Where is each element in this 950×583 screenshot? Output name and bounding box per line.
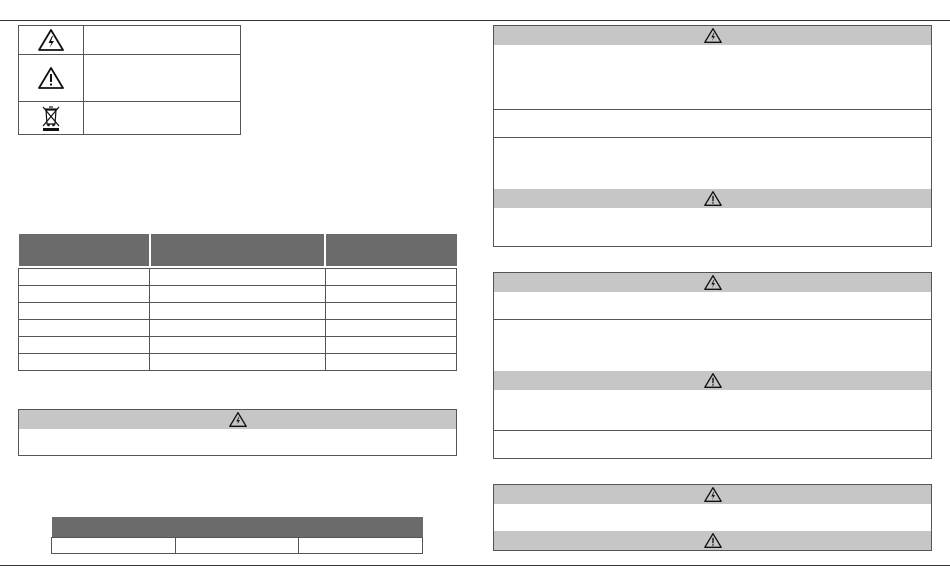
top-rule [0, 20, 950, 21]
warning-icon [704, 373, 722, 388]
warning-item [494, 137, 931, 189]
table-cell [325, 268, 456, 285]
table-cell [150, 353, 325, 370]
bottom-rule [0, 565, 950, 566]
table-header-cell [325, 234, 456, 266]
table-header-row [52, 517, 423, 538]
legend-row [19, 26, 241, 55]
symbol-legend-table [18, 25, 241, 135]
electric-hazard-icon [704, 28, 722, 43]
warning-item [494, 45, 931, 109]
legend-row [19, 102, 241, 135]
table-cell [325, 336, 456, 353]
electric-warning-header [494, 273, 931, 292]
weee-bin-icon [19, 104, 83, 132]
table-cell [150, 336, 325, 353]
table-row [19, 336, 457, 353]
warning-item [494, 208, 931, 246]
electric-warning-header [494, 26, 931, 45]
electric-hazard-icon [704, 487, 722, 502]
warning-header [19, 410, 456, 429]
table-header-cell [19, 234, 150, 266]
table-cell [325, 319, 456, 336]
table-row [19, 285, 457, 302]
summary-table [51, 517, 423, 554]
warning-item [494, 390, 931, 430]
table-row [19, 353, 457, 370]
legend-text-cell [84, 26, 241, 55]
table-cell [19, 319, 150, 336]
caution-warning-header [494, 531, 931, 550]
warning-icon [19, 67, 83, 89]
warning-icon [704, 533, 722, 548]
table-cell [19, 353, 150, 370]
table-cell [150, 268, 325, 285]
table-cell [325, 302, 456, 319]
table-cell [150, 302, 325, 319]
table-cell [19, 336, 150, 353]
warning-group [493, 484, 932, 551]
table-row [19, 319, 457, 336]
electric-warning-header [494, 485, 931, 504]
electric-warning-box [18, 409, 457, 456]
warning-item [494, 292, 931, 319]
caution-warning-header [494, 189, 931, 208]
table-cell [150, 319, 325, 336]
legend-symbol-cell [19, 55, 84, 102]
electric-hazard-icon [229, 412, 247, 427]
electric-hazard-icon [19, 29, 83, 51]
warning-item [494, 319, 931, 371]
warning-item [494, 109, 931, 137]
table-header-cell [52, 517, 423, 538]
table-cell [325, 353, 456, 370]
legend-text-cell [84, 102, 241, 135]
legend-symbol-cell [19, 26, 84, 55]
table-cell [150, 285, 325, 302]
caution-warning-header [494, 371, 931, 390]
warning-icon [704, 191, 722, 206]
table-cell [19, 285, 150, 302]
legend-row [19, 55, 241, 102]
table-row [19, 302, 457, 319]
table-cell [19, 302, 150, 319]
warning-group [493, 25, 932, 247]
table-cell [19, 268, 150, 285]
legend-text-cell [84, 55, 241, 102]
specification-table [18, 234, 457, 371]
table-row [52, 538, 423, 554]
electric-hazard-icon [704, 275, 722, 290]
warning-item [494, 504, 931, 531]
table-header-row [19, 234, 457, 266]
table-row [19, 268, 457, 285]
warning-item [494, 430, 931, 457]
table-header-cell [150, 234, 325, 266]
warning-group [493, 272, 932, 459]
table-cell [299, 538, 423, 554]
table-cell [325, 285, 456, 302]
legend-symbol-cell [19, 102, 84, 135]
table-cell [175, 538, 299, 554]
table-cell [52, 538, 176, 554]
